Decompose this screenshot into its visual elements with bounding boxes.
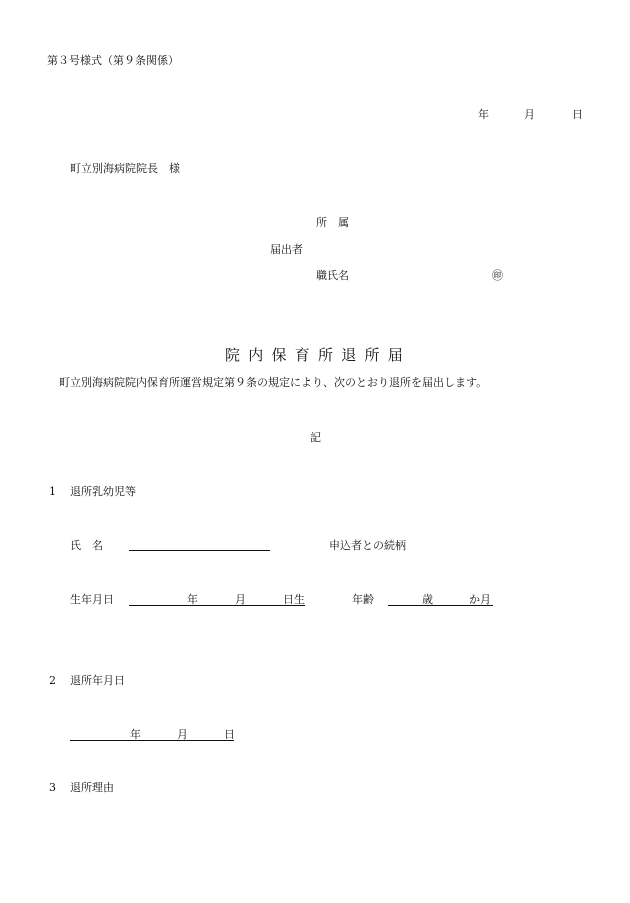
affiliation-label: 所 属 (316, 216, 349, 229)
section-1-heading: 退所乳幼児等 (70, 485, 136, 498)
birthdate-field[interactable] (129, 605, 305, 606)
intro-text: 町立別海病院院内保育所運営規定第９条の規定により、次のとおり退所を届出します。 (59, 376, 488, 389)
withdrawal-date-field[interactable] (70, 740, 234, 741)
withdrawal-day-label: 日 (224, 728, 235, 741)
document-title: 院内保育所退所届 (225, 346, 412, 364)
applicant-label: 届出者 (270, 243, 303, 256)
birth-day-label: 日生 (283, 593, 305, 606)
birthdate-label: 生年月日 (70, 593, 114, 606)
section-3-heading: 退所理由 (70, 781, 114, 794)
relation-label: 申込者との続柄 (329, 539, 406, 552)
age-label: 年齢 (352, 593, 374, 606)
date-day-label: 日 (572, 108, 583, 121)
withdrawal-month-label: 月 (177, 728, 188, 741)
form-number: 第３号様式（第９条関係） (47, 54, 179, 67)
birth-month-label: 月 (235, 593, 246, 606)
seal-mark: ㊞ (492, 269, 503, 282)
age-months-label: か月 (469, 593, 491, 606)
record-mark: 記 (310, 431, 321, 444)
section-1-number: 1 (49, 485, 56, 498)
age-years-label: 歳 (422, 593, 433, 606)
section-2-heading: 退所年月日 (70, 674, 125, 687)
addressee: 町立別海病院院長 様 (70, 162, 180, 175)
position-name-label: 職氏名 (316, 269, 349, 282)
section-3-number: 3 (49, 781, 56, 794)
date-year-label: 年 (478, 108, 489, 121)
birth-year-label: 年 (187, 593, 198, 606)
child-name-field[interactable] (129, 550, 270, 551)
date-month-label: 月 (524, 108, 535, 121)
child-name-label: 氏 名 (70, 539, 103, 552)
section-2-number: 2 (49, 674, 56, 687)
withdrawal-year-label: 年 (130, 728, 141, 741)
